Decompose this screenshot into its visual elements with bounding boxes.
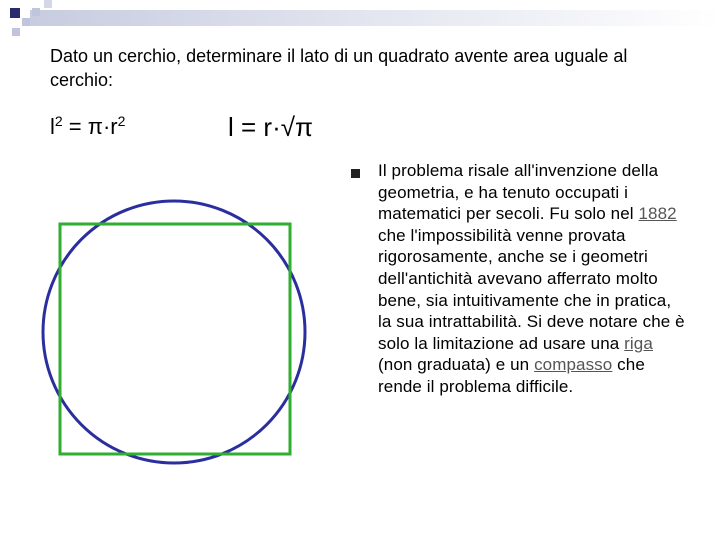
area-formula-rhs: = π·r — [62, 114, 118, 139]
header-bar — [30, 10, 720, 26]
link-riga[interactable]: riga — [624, 333, 653, 353]
paragraph-text-2: che l'impossibilità venne provata rigorosamente, anche se i geometri dell'antichità avevano afferrato molto bene, sia intuitivamente che in pratica, la sua intrattabilità. Si deve notare che è solo la limitazione ad usare una — [378, 225, 685, 353]
link-compasso[interactable]: compasso — [534, 355, 613, 375]
slide-title: Dato un cerchio, determinare il lato di un quadrato avente area uguale al cerchio: — [50, 46, 628, 90]
area-formula — [50, 114, 125, 140]
deco-square-light-1 — [22, 18, 30, 26]
square-shape — [60, 224, 290, 454]
paragraph-text-4: che rende il problema difficile. — [378, 355, 645, 396]
link-1882[interactable]: 1882 — [638, 204, 677, 224]
bullet-icon — [351, 169, 360, 178]
circle-shape — [43, 201, 305, 463]
header-decoration — [0, 0, 720, 40]
area-formula-lhs: l — [50, 114, 55, 139]
area-formula-lhs-exponent: 2 — [54, 113, 63, 129]
history-paragraph — [378, 160, 688, 398]
paragraph-text-3: (non graduata) e un — [378, 355, 535, 375]
paragraph-text-1: Il problema risale all'invenzione della geometria, e ha tenuto occupati i matematici per secoli. Fu solo nel — [378, 161, 659, 224]
area-formula-rhs-exponent: 2 — [117, 113, 126, 129]
circle-square-figure — [38, 196, 310, 468]
deco-square-light-4 — [44, 0, 52, 8]
deco-square-light-2 — [32, 8, 40, 16]
deco-square-dark — [10, 8, 20, 18]
side-formula: l = r·√π — [228, 112, 313, 142]
deco-square-light-3 — [12, 28, 20, 36]
